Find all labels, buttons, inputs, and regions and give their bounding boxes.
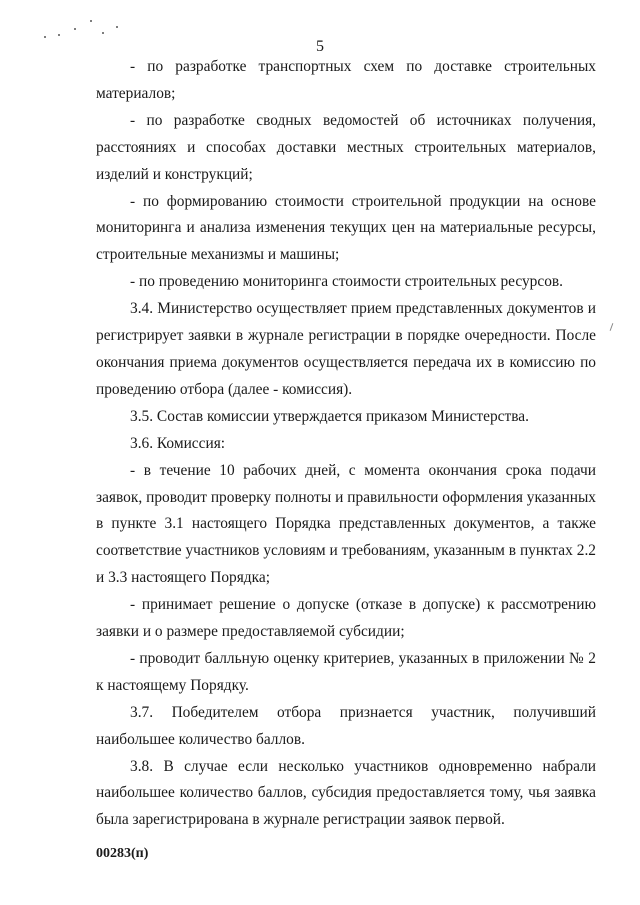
- paragraph: - проводит балльную оценку критериев, указанных в приложении № 2 к настоящему Порядку.: [96, 649, 596, 694]
- paragraph: - принимает решение о допуске (отказе в допуске) к рассмотрению заявки и о размере предоставляемой субсидии;: [96, 596, 596, 641]
- paragraph: 3.8. В случае если несколько участников одновременно набрали наибольшее количество баллов, субсидия предоставляется тому, чья заявка была зарегистрирована в журнале регистрации заявок первой.: [96, 757, 596, 829]
- paragraph: - по проведению мониторинга стоимости строительных ресурсов.: [130, 273, 564, 291]
- paragraph: 3.6. Комиссия:: [130, 434, 226, 452]
- document-body: [96, 54, 596, 834]
- page-number: 5: [316, 38, 324, 55]
- paragraph: - по разработке сводных ведомостей об источниках получения, расстояниях и способах доставки местных строительных материалов, изделий и конструкций;: [96, 111, 596, 183]
- paragraph: - по формированию стоимости строительной продукции на основе мониторинга и анализа изменения текущих цен на материальные ресурсы, строительные механизмы и машины;: [96, 192, 596, 264]
- paragraph: 3.4. Министерство осуществляет прием представленных документов и регистрирует заявки в журнале регистрации в порядке очередности. После окончания приема документов осуществляется передача их в комиссию по проведению отбора (далее - комиссия).: [96, 300, 596, 398]
- paragraph: - по разработке транспортных схем по доставке строительных материалов;: [96, 58, 596, 102]
- paragraph: - в течение 10 рабочих дней, с момента окончания срока подачи заявок, проводит проверку полноты и правильности оформления указанных в пункте 3.1 настоящего Порядка представленных документов, а также соответствие участников условиям и требованиям, указанным в пунктах 2.2 и 3.3 настоящего Порядка;: [96, 461, 596, 587]
- document-code: 00283(п): [96, 846, 149, 861]
- paragraph: 3.7. Победителем отбора признается участник, получивший наибольшее количество баллов.: [96, 703, 596, 748]
- scan-artifact-mark: [610, 323, 614, 331]
- paragraph: 3.5. Состав комиссии утверждается приказом Министерства.: [130, 407, 529, 425]
